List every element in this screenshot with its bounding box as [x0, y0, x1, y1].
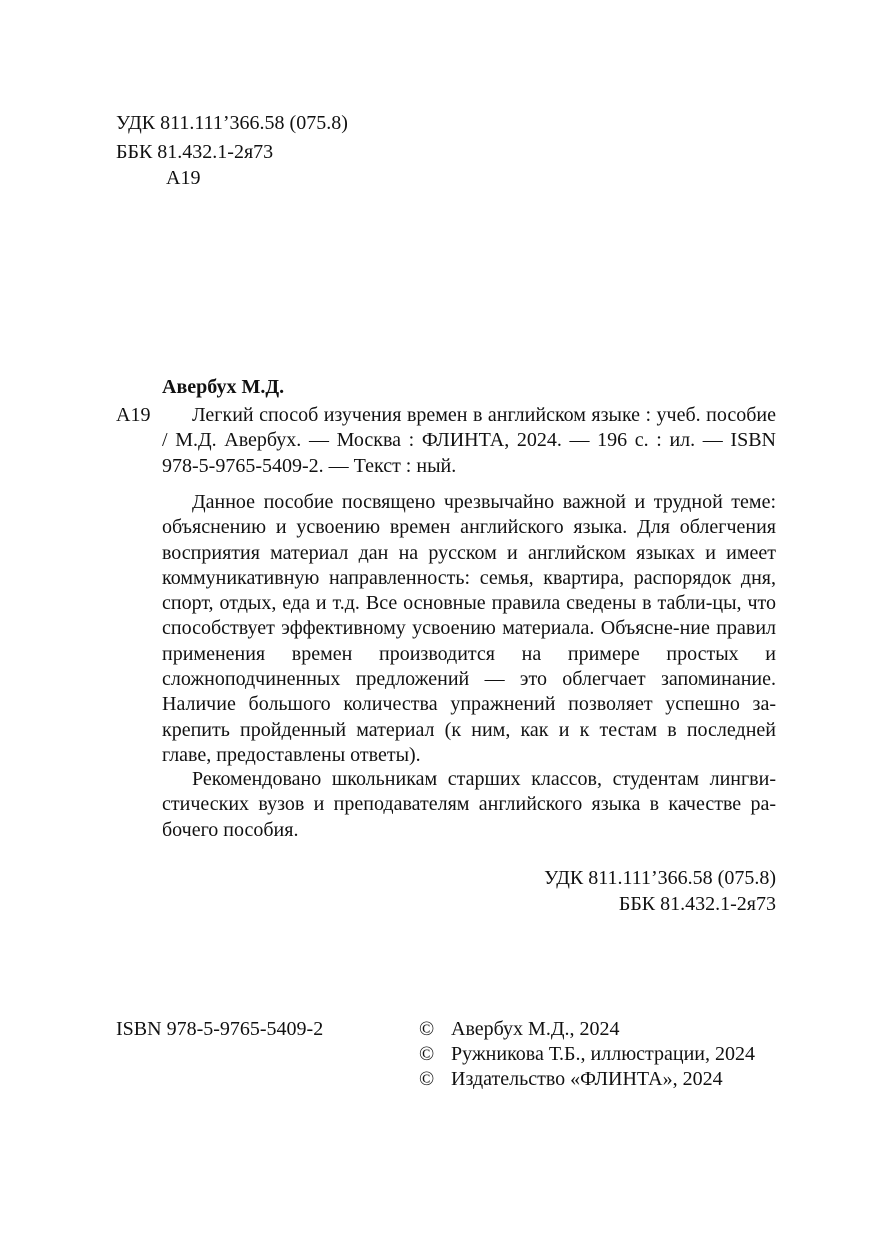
author-name: Авербух М.Д. [162, 376, 285, 398]
bbk-code-right: ББК 81.432.1-2я73 [618, 893, 776, 915]
copyright-line [419, 1067, 723, 1092]
bbk-code-top: ББК 81.432.1-2я73 [116, 141, 274, 163]
annotation-paragraph: Данное пособие посвящено чрезвычайно важной и трудной теме: объяснению и усвоению времен английского языка. Для облегчения восприятия материал дан на русском и английском языках и имеет коммуникативную направленность: семья, квартира, распорядок дня, спорт, отдых, еда и т.д. Все основные правила сведены в табли-цы, что способствует эффективному усвоению материала. Объясне-ние правил применения времен производится на примере простых и сложноподчиненных предложений — это облегчает запоминание. Наличие большого количества упражнений позволяет успешно за-крепить пройденный материал (к ним, как и к тестам в последней главе, предоставлены ответы). [162, 491, 776, 766]
copyright-line [419, 1042, 755, 1067]
copyright-icon: © [419, 1043, 435, 1065]
author-mark: А19 [116, 404, 151, 426]
copyright-icon: © [419, 1068, 435, 1090]
author-mark-top: А19 [166, 167, 201, 189]
bibliographic-description: Легкий способ изучения времен в английском языке : учеб. пособие / М.Д. Авербух. — Москва : ФЛИНТА, 2024. — 196 с. : ил. — ISBN 978-5-9765-5409-2. — Текст : ный. [162, 404, 776, 477]
copyright-text: Ружникова Т.Б., иллюстрации, 2024 [451, 1043, 755, 1065]
copyright-icon: © [419, 1018, 435, 1040]
isbn-number: ISBN 978-5-9765-5409-2 [116, 1018, 324, 1040]
recommendation-paragraph: Рекомендовано школьникам старших классов, студентам лингви-стических вузов и преподавателям английского языка в качестве ра-бочего пособия. [162, 768, 776, 841]
copyright-text: Издательство «ФЛИНТА», 2024 [451, 1068, 723, 1090]
udk-code-right: УДК 811.111’366.58 (075.8) [544, 867, 776, 889]
udk-code-top: УДК 811.111’366.58 (075.8) [116, 112, 348, 134]
copyright-line [419, 1017, 620, 1042]
copyright-text: Авербух М.Д., 2024 [451, 1018, 620, 1040]
